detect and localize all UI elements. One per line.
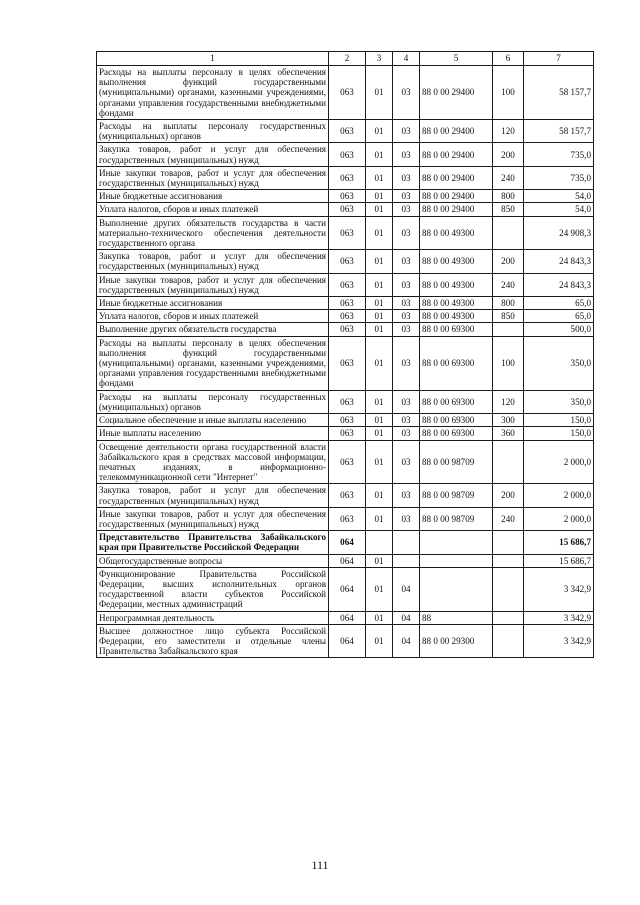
- table-row: [97, 484, 594, 507]
- table-row: [97, 273, 594, 296]
- row-ministry-code: 063: [329, 414, 366, 427]
- row-name: Расходы на выплаты персоналу в целях обеспечения выполнения функций государственными (муниципальными) органами, казенными учреждениями, органами управления государственными внебюджетными фондами: [97, 66, 329, 120]
- row-subsection-code: 03: [393, 203, 420, 216]
- row-ministry-code: 063: [329, 250, 366, 273]
- table-row: [97, 190, 594, 203]
- row-ministry-code: 064: [329, 624, 366, 658]
- row-subsection-code: 03: [393, 484, 420, 507]
- row-amount: 15 686,7: [524, 554, 594, 567]
- row-name: Освещение деятельности органа государственной власти Забайкальского края в средствах массовой информации, печатных изданиях, в информационно-телекоммуникационной сети "Интернет": [97, 440, 329, 484]
- row-subsection-code: 03: [393, 190, 420, 203]
- row-amount: 3 342,9: [524, 611, 594, 624]
- row-expense-type: [493, 567, 524, 611]
- row-amount: 24 843,3: [524, 273, 594, 296]
- row-subsection-code: 03: [393, 414, 420, 427]
- row-name: Расходы на выплаты персоналу государственных (муниципальных) органов: [97, 390, 329, 413]
- row-target-article: 88 0 00 49300: [420, 273, 493, 296]
- row-expense-type: 850: [493, 310, 524, 323]
- header-col-7: 7: [524, 52, 594, 66]
- row-section-code: 01: [366, 166, 393, 189]
- row-name: Закупка товаров, работ и услуг для обеспечения государственных (муниципальных) нужд: [97, 250, 329, 273]
- row-name: Непрограммная деятельность: [97, 611, 329, 624]
- row-subsection-code: 04: [393, 611, 420, 624]
- row-ministry-code: 064: [329, 611, 366, 624]
- row-name: Выполнение других обязательств государства в части материально-технического обеспечения деятельности государственного органа: [97, 216, 329, 250]
- table-row: [97, 297, 594, 310]
- row-ministry-code: 063: [329, 166, 366, 189]
- row-name: Иные бюджетные ассигнования: [97, 297, 329, 310]
- budget-table: [96, 51, 594, 658]
- row-amount: 735,0: [524, 166, 594, 189]
- row-amount: 65,0: [524, 310, 594, 323]
- row-expense-type: 200: [493, 250, 524, 273]
- row-ministry-code: 063: [329, 273, 366, 296]
- row-expense-type: [493, 624, 524, 658]
- row-amount: 54,0: [524, 203, 594, 216]
- row-target-article: 88 0 00 29400: [420, 166, 493, 189]
- row-expense-type: [493, 440, 524, 484]
- row-amount: 15 686,7: [524, 531, 594, 554]
- row-expense-type: 120: [493, 390, 524, 413]
- row-amount: 3 342,9: [524, 567, 594, 611]
- row-section-code: 01: [366, 250, 393, 273]
- row-section-code: 01: [366, 66, 393, 120]
- row-amount: 2 000,0: [524, 484, 594, 507]
- row-subsection-code: 03: [393, 66, 420, 120]
- row-section-code: 01: [366, 143, 393, 166]
- table-row: [97, 531, 594, 554]
- row-target-article: 88 0 00 29400: [420, 190, 493, 203]
- row-target-article: 88 0 00 29300: [420, 624, 493, 658]
- row-ministry-code: 063: [329, 440, 366, 484]
- row-expense-type: 200: [493, 484, 524, 507]
- page-number: 111: [311, 858, 329, 872]
- row-target-article: 88 0 00 29400: [420, 143, 493, 166]
- table-row: [97, 166, 594, 189]
- row-expense-type: 800: [493, 297, 524, 310]
- row-target-article: 88 0 00 98709: [420, 440, 493, 484]
- row-expense-type: 100: [493, 336, 524, 390]
- table-row: [97, 427, 594, 440]
- row-section-code: 01: [366, 554, 393, 567]
- row-section-code: 01: [366, 440, 393, 484]
- row-expense-type: [493, 611, 524, 624]
- row-section-code: 01: [366, 216, 393, 250]
- row-subsection-code: 04: [393, 567, 420, 611]
- row-expense-type: 120: [493, 120, 524, 143]
- row-amount: 350,0: [524, 390, 594, 413]
- row-name: Функционирование Правительства Российской Федерации, высших исполнительных органов государственной власти субъектов Российской Федерации, местных администраций: [97, 567, 329, 611]
- table-row: [97, 203, 594, 216]
- row-expense-type: 360: [493, 427, 524, 440]
- row-subsection-code: 04: [393, 624, 420, 658]
- row-amount: 58 157,7: [524, 120, 594, 143]
- row-subsection-code: [393, 531, 420, 554]
- row-amount: 735,0: [524, 143, 594, 166]
- row-target-article: 88 0 00 29400: [420, 66, 493, 120]
- row-expense-type: 240: [493, 507, 524, 530]
- row-section-code: 01: [366, 323, 393, 336]
- row-ministry-code: 064: [329, 567, 366, 611]
- table-row: [97, 507, 594, 530]
- row-name: Закупка товаров, работ и услуг для обеспечения государственных (муниципальных) нужд: [97, 484, 329, 507]
- row-subsection-code: 03: [393, 310, 420, 323]
- row-target-article: 88 0 00 49300: [420, 250, 493, 273]
- table-row: [97, 250, 594, 273]
- row-ministry-code: 063: [329, 120, 366, 143]
- row-subsection-code: 03: [393, 507, 420, 530]
- row-section-code: 01: [366, 273, 393, 296]
- row-name: Общегосударственные вопросы: [97, 554, 329, 567]
- table-row: [97, 216, 594, 250]
- row-target-article: [420, 567, 493, 611]
- row-subsection-code: 03: [393, 440, 420, 484]
- row-target-article: [420, 554, 493, 567]
- row-amount: 350,0: [524, 336, 594, 390]
- row-expense-type: 100: [493, 66, 524, 120]
- row-target-article: 88 0 00 69300: [420, 427, 493, 440]
- table-row: [97, 624, 594, 658]
- row-subsection-code: 03: [393, 427, 420, 440]
- row-section-code: 01: [366, 336, 393, 390]
- row-section-code: 01: [366, 203, 393, 216]
- table-row: [97, 310, 594, 323]
- row-expense-type: [493, 554, 524, 567]
- row-name: Выполнение других обязательств государства: [97, 323, 329, 336]
- row-section-code: 01: [366, 414, 393, 427]
- row-name: Социальное обеспечение и иные выплаты населению: [97, 414, 329, 427]
- row-ministry-code: 064: [329, 554, 366, 567]
- row-ministry-code: 063: [329, 66, 366, 120]
- row-ministry-code: 063: [329, 190, 366, 203]
- row-expense-type: 850: [493, 203, 524, 216]
- row-section-code: [366, 531, 393, 554]
- row-name: Закупка товаров, работ и услуг для обеспечения государственных (муниципальных) нужд: [97, 143, 329, 166]
- row-name: Представительство Правительства Забайкальского края при Правительстве Российской Федерации: [97, 531, 329, 554]
- row-subsection-code: 03: [393, 390, 420, 413]
- row-subsection-code: 03: [393, 250, 420, 273]
- row-section-code: 01: [366, 427, 393, 440]
- table-row: [97, 390, 594, 413]
- row-section-code: 01: [366, 611, 393, 624]
- row-amount: 2 000,0: [524, 440, 594, 484]
- row-expense-type: [493, 216, 524, 250]
- row-ministry-code: 063: [329, 143, 366, 166]
- row-section-code: 01: [366, 310, 393, 323]
- row-amount: 150,0: [524, 427, 594, 440]
- row-section-code: 01: [366, 120, 393, 143]
- row-ministry-code: 064: [329, 531, 366, 554]
- row-name: Иные закупки товаров, работ и услуг для обеспечения государственных (муниципальных) нужд: [97, 166, 329, 189]
- header-col-2: 2: [329, 52, 366, 66]
- table-row: [97, 567, 594, 611]
- row-ministry-code: 063: [329, 310, 366, 323]
- row-target-article: [420, 531, 493, 554]
- row-ministry-code: 063: [329, 484, 366, 507]
- table-body: [97, 66, 594, 658]
- header-col-4: 4: [393, 52, 420, 66]
- row-target-article: 88 0 00 69300: [420, 336, 493, 390]
- row-ministry-code: 063: [329, 323, 366, 336]
- row-amount: 150,0: [524, 414, 594, 427]
- row-section-code: 01: [366, 297, 393, 310]
- row-subsection-code: 03: [393, 143, 420, 166]
- table-row: [97, 336, 594, 390]
- row-expense-type: 240: [493, 166, 524, 189]
- row-subsection-code: 03: [393, 323, 420, 336]
- row-name: Иные закупки товаров, работ и услуг для обеспечения государственных (муниципальных) нужд: [97, 273, 329, 296]
- table-row: [97, 611, 594, 624]
- row-ministry-code: 063: [329, 390, 366, 413]
- row-expense-type: 200: [493, 143, 524, 166]
- row-target-article: 88 0 00 29400: [420, 120, 493, 143]
- row-name: Уплата налогов, сборов и иных платежей: [97, 203, 329, 216]
- row-amount: 24 843,3: [524, 250, 594, 273]
- table-row: [97, 440, 594, 484]
- row-expense-type: 240: [493, 273, 524, 296]
- header-col-3: 3: [366, 52, 393, 66]
- row-section-code: 01: [366, 484, 393, 507]
- header-col-1: 1: [97, 52, 329, 66]
- table-row: [97, 143, 594, 166]
- row-amount: 58 157,7: [524, 66, 594, 120]
- row-target-article: 88 0 00 49300: [420, 310, 493, 323]
- row-amount: 54,0: [524, 190, 594, 203]
- row-name: Расходы на выплаты персоналу в целях обеспечения выполнения функций государственными (муниципальными) органами, казенными учреждениями, органами управления государственными внебюджетными фондами: [97, 336, 329, 390]
- row-amount: 3 342,9: [524, 624, 594, 658]
- row-name: Уплата налогов, сборов и иных платежей: [97, 310, 329, 323]
- row-name: Расходы на выплаты персоналу государственных (муниципальных) органов: [97, 120, 329, 143]
- row-ministry-code: 063: [329, 336, 366, 390]
- row-amount: 65,0: [524, 297, 594, 310]
- row-ministry-code: 063: [329, 507, 366, 530]
- table-row: [97, 554, 594, 567]
- row-subsection-code: 03: [393, 216, 420, 250]
- row-target-article: 88 0 00 49300: [420, 216, 493, 250]
- table-row: [97, 414, 594, 427]
- row-expense-type: 800: [493, 190, 524, 203]
- table-row: [97, 120, 594, 143]
- row-name: Высшее должностное лицо субъекта Российской Федерации, его заместители и отдельные члены Правительства Забайкальского края: [97, 624, 329, 658]
- table-row: [97, 323, 594, 336]
- row-subsection-code: 03: [393, 273, 420, 296]
- table-header: [97, 52, 594, 66]
- row-name: Иные выплаты населению: [97, 427, 329, 440]
- row-target-article: 88 0 00 29400: [420, 203, 493, 216]
- row-expense-type: [493, 323, 524, 336]
- row-section-code: 01: [366, 507, 393, 530]
- header-row: [97, 52, 594, 66]
- row-name: Иные бюджетные ассигнования: [97, 190, 329, 203]
- row-target-article: 88 0 00 69300: [420, 323, 493, 336]
- row-expense-type: [493, 531, 524, 554]
- row-target-article: 88 0 00 69300: [420, 414, 493, 427]
- row-section-code: 01: [366, 624, 393, 658]
- header-col-5: 5: [420, 52, 493, 66]
- row-target-article: 88 0 00 98709: [420, 484, 493, 507]
- row-ministry-code: 063: [329, 203, 366, 216]
- row-ministry-code: 063: [329, 427, 366, 440]
- row-target-article: 88 0 00 49300: [420, 297, 493, 310]
- row-section-code: 01: [366, 390, 393, 413]
- row-amount: 2 000,0: [524, 507, 594, 530]
- row-amount: 500,0: [524, 323, 594, 336]
- row-target-article: 88 0 00 98709: [420, 507, 493, 530]
- row-target-article: 88: [420, 611, 493, 624]
- row-subsection-code: 03: [393, 297, 420, 310]
- row-name: Иные закупки товаров, работ и услуг для обеспечения государственных (муниципальных) нужд: [97, 507, 329, 530]
- row-section-code: 01: [366, 190, 393, 203]
- header-col-6: 6: [493, 52, 524, 66]
- row-ministry-code: 063: [329, 297, 366, 310]
- row-subsection-code: [393, 554, 420, 567]
- row-amount: 24 908,3: [524, 216, 594, 250]
- row-target-article: 88 0 00 69300: [420, 390, 493, 413]
- row-subsection-code: 03: [393, 166, 420, 189]
- row-subsection-code: 03: [393, 120, 420, 143]
- row-ministry-code: 063: [329, 216, 366, 250]
- row-subsection-code: 03: [393, 336, 420, 390]
- row-expense-type: 300: [493, 414, 524, 427]
- row-section-code: 01: [366, 567, 393, 611]
- table-row: [97, 66, 594, 120]
